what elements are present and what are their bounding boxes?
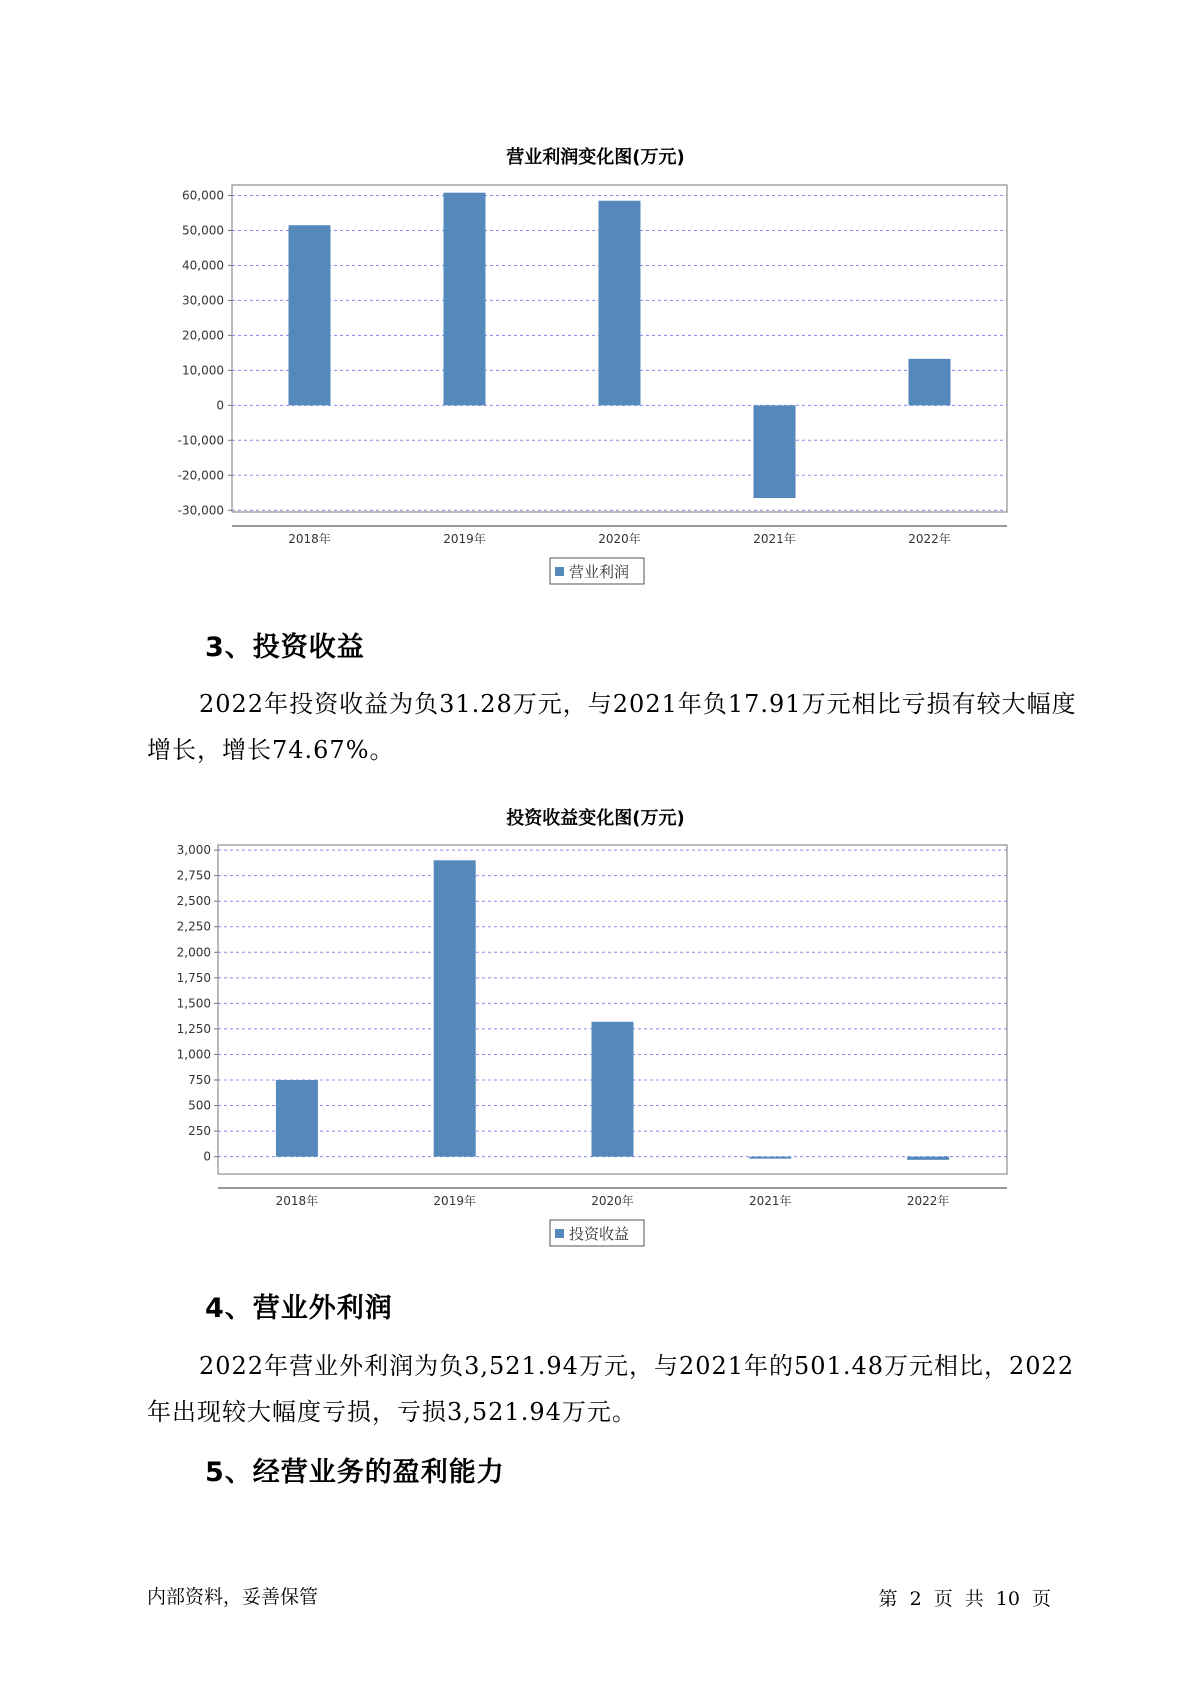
x-tick-label: 2018年 [275, 1194, 319, 1208]
y-tick-label: 1,500 [176, 996, 211, 1011]
y-tick-label: 60,000 [182, 188, 224, 203]
x-tick-label: 2021年 [753, 532, 796, 546]
y-tick-label: 2,500 [176, 894, 211, 909]
y-tick-label: 10,000 [182, 363, 224, 378]
investment-income-chart [0, 822, 1191, 1262]
y-tick-label: 0 [216, 398, 224, 413]
y-tick-label: 30,000 [182, 293, 224, 308]
y-tick-label: 2,000 [176, 945, 211, 960]
y-tick-label: 2,250 [176, 919, 211, 934]
bar-2022年 [907, 1157, 949, 1160]
y-tick-label: -10,000 [177, 433, 224, 448]
bar-2019年 [434, 860, 476, 1156]
footer-confidential-note: 内部资料，妥善保管 [147, 1586, 319, 1608]
y-tick-label: -30,000 [177, 503, 224, 518]
y-tick-label: 1,750 [176, 970, 211, 985]
section-3-paragraph: 2022年投资收益为负31.28万元，与2021年负17.91万元相比亏损有较大幅度增长，增长74.67%。 [147, 690, 1077, 764]
bar-2021年 [754, 405, 796, 498]
x-tick-label: 2018年 [288, 532, 331, 546]
x-tick-label: 2019年 [443, 532, 486, 546]
legend-swatch [555, 1229, 564, 1238]
y-tick-label: 3,000 [176, 843, 211, 858]
section-4-heading: 4、营业外利润 [205, 1293, 393, 1324]
footer-page-number: 第 2 页 共 10 页 [878, 1588, 1051, 1610]
operating-profit-chart [0, 160, 1191, 600]
y-tick-label: -20,000 [177, 468, 224, 483]
x-tick-label: 2021年 [749, 1194, 792, 1208]
y-tick-label: 500 [188, 1098, 211, 1113]
x-tick-label: 2022年 [906, 1194, 950, 1208]
x-tick-label: 2022年 [908, 532, 951, 546]
section-5-heading: 5、经营业务的盈利能力 [205, 1457, 505, 1488]
chart-title-investment-income: 投资收益变化图(万元) [506, 808, 685, 829]
section-4-paragraph: 2022年营业外利润为负3,521.94万元，与2021年的501.48万元相比，2022年出现较大幅度亏损，亏损3,521.94万元。 [147, 1352, 1075, 1426]
x-tick-label: 2020年 [598, 532, 641, 546]
bar-2022年 [909, 359, 951, 406]
bar-2021年 [749, 1157, 791, 1159]
bar-2018年 [276, 1080, 318, 1157]
y-tick-label: 50,000 [182, 223, 224, 238]
chart-title-operating-profit: 营业利润变化图(万元) [506, 147, 685, 168]
y-tick-label: 20,000 [182, 328, 224, 343]
bar-2020年 [592, 1022, 634, 1157]
y-tick-label: 250 [188, 1124, 211, 1139]
y-tick-label: 40,000 [182, 258, 224, 273]
bar-2019年 [444, 193, 486, 406]
y-tick-label: 1,000 [176, 1047, 211, 1062]
y-tick-label: 0 [203, 1149, 211, 1164]
section-3-heading: 3、投资收益 [205, 632, 365, 663]
x-tick-label: 2020年 [591, 1194, 634, 1208]
y-tick-label: 750 [188, 1073, 211, 1087]
bar-2020年 [599, 201, 641, 406]
y-tick-label: 1,250 [176, 1021, 211, 1036]
bar-2018年 [289, 225, 331, 405]
x-tick-label: 2019年 [433, 1194, 476, 1208]
y-tick-label: 2,750 [176, 868, 211, 883]
legend-label: 营业利润 [569, 563, 630, 581]
legend-label: 投资收益 [569, 1225, 630, 1243]
legend-swatch [555, 567, 564, 576]
